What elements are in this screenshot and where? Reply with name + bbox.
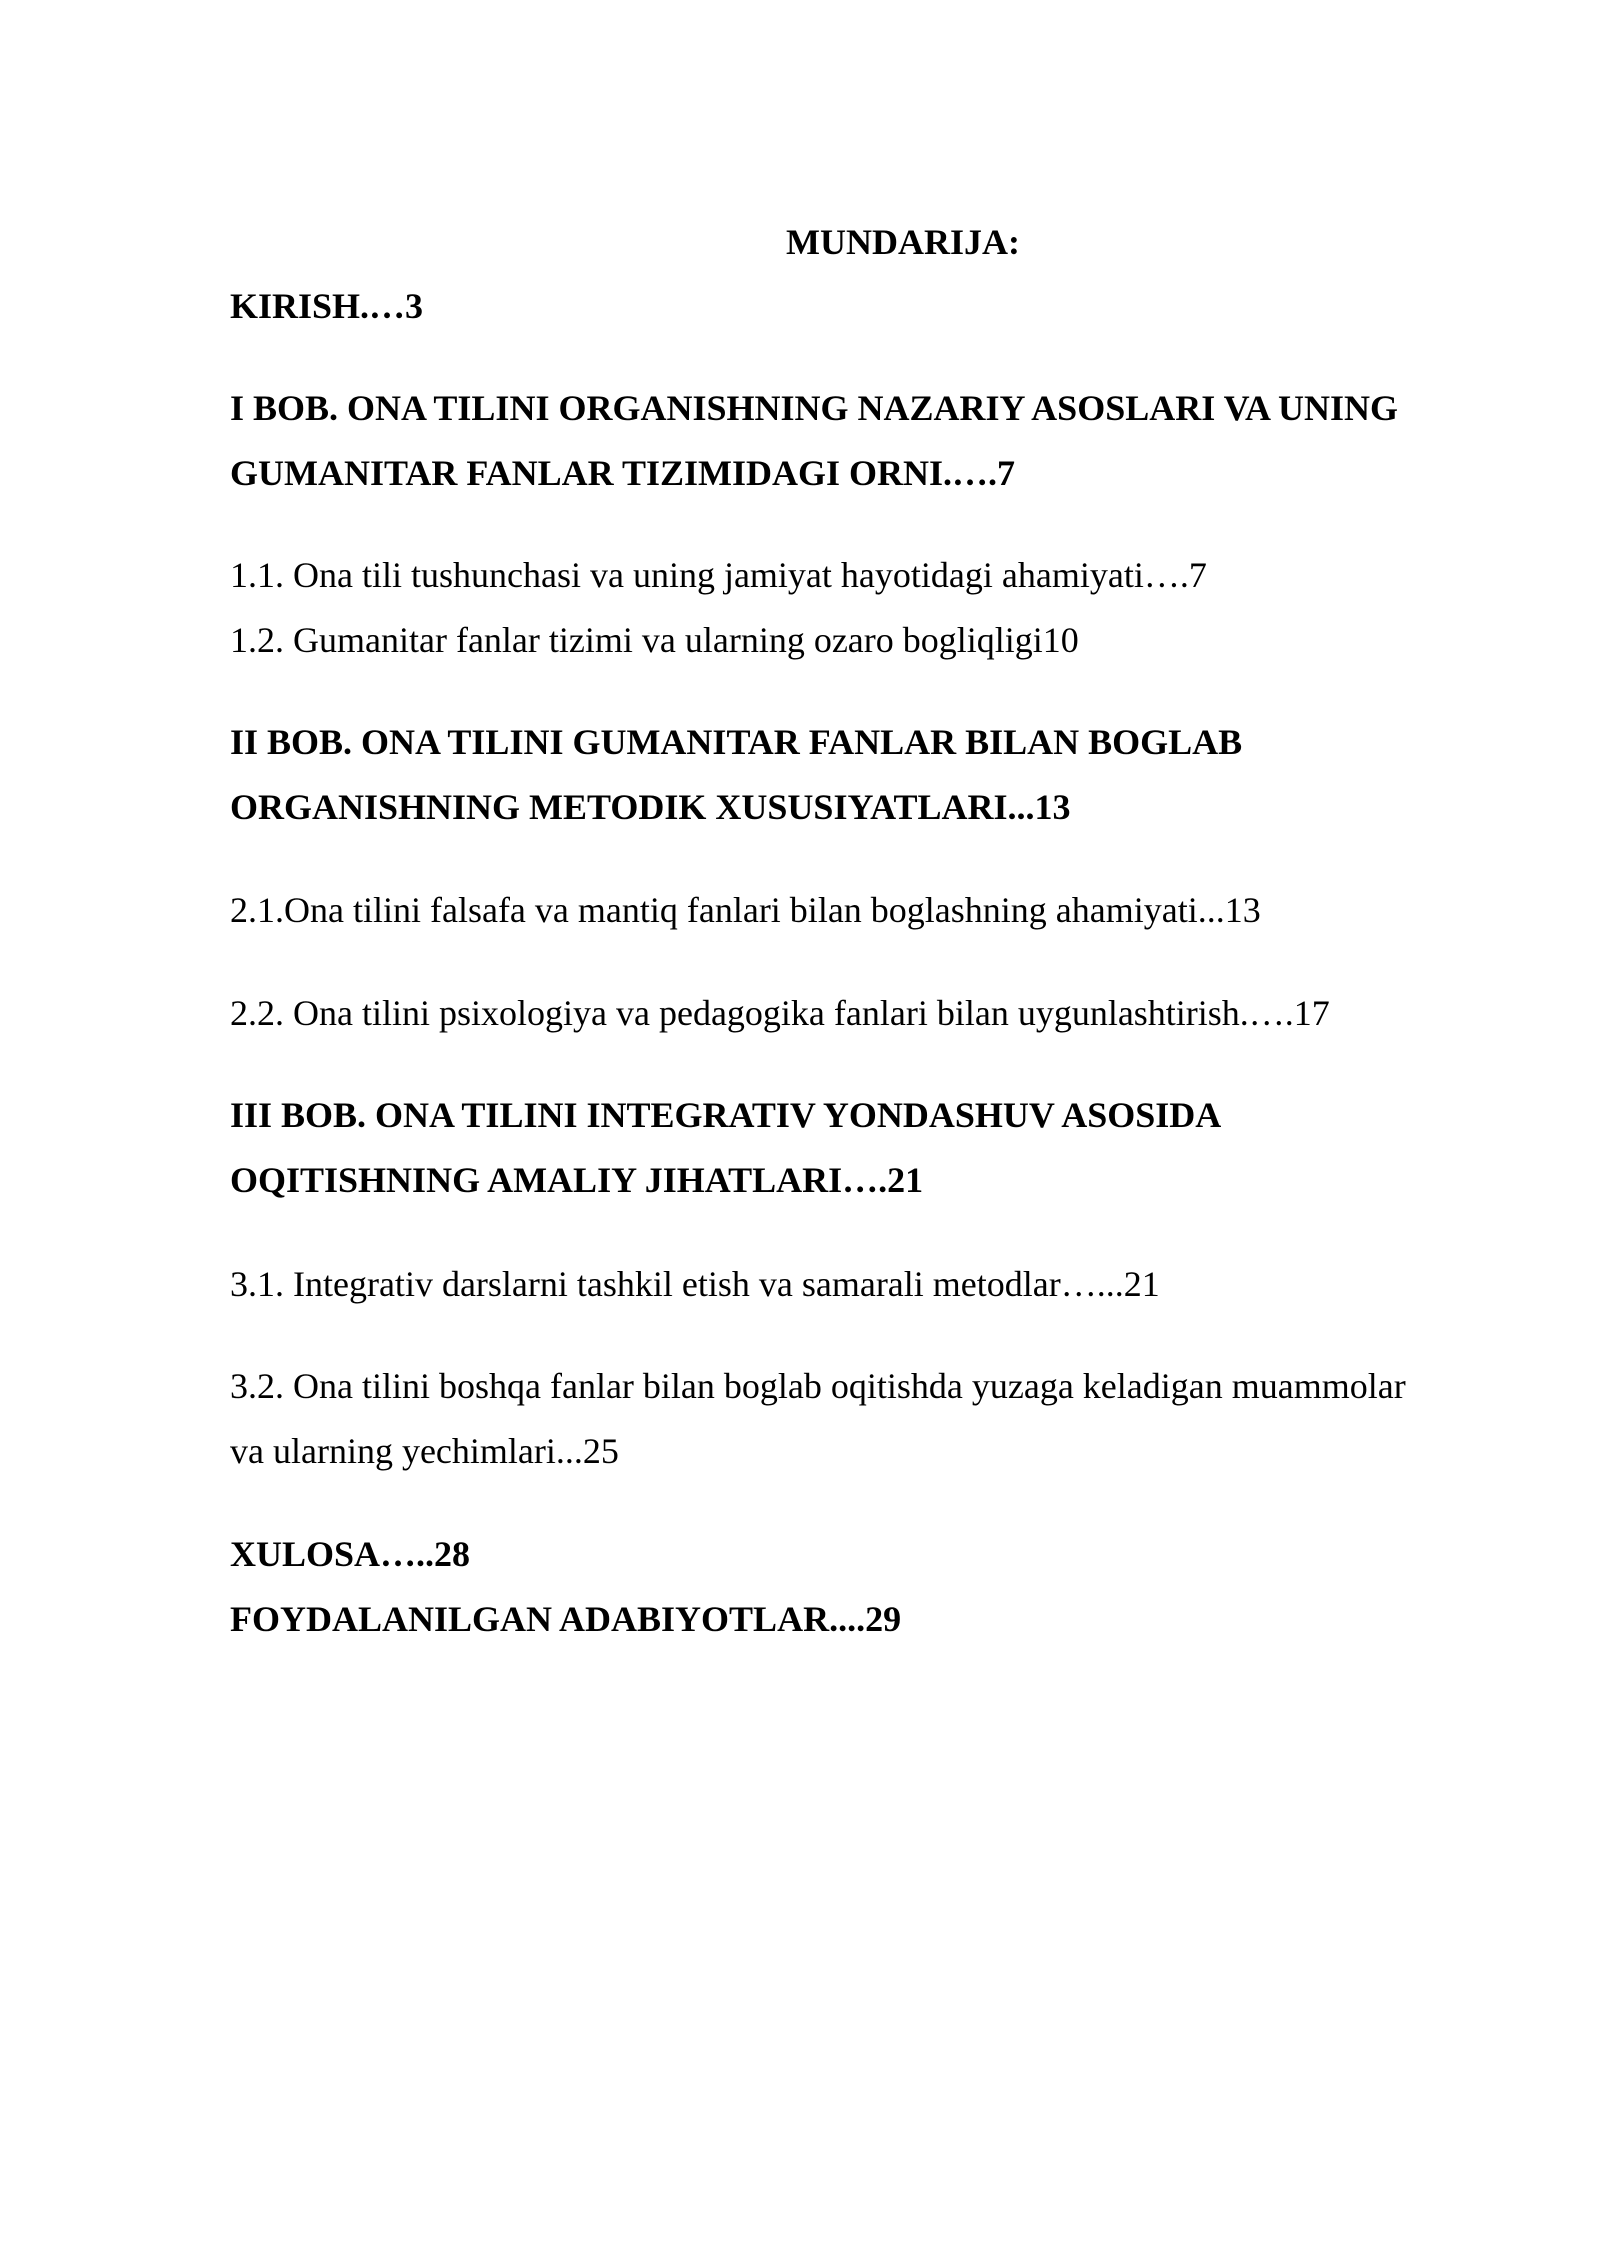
toc-chapter-2-line-2: ORGANISHNING METODIK XUSUSIYATLARI...13 [230,787,1071,827]
toc-entry-references: FOYDALANILGAN ADABIYOTLAR....29 [230,1599,902,1639]
toc-section-3-1: 3.1. Integrativ darslarni tashkil etish va samarali metodlar…...21 [230,1264,1160,1304]
toc-section-3-2-line-1: 3.2. Ona tilini boshqa fanlar bilan boglab oqitishda yuzaga keladigan muammolar [230,1366,1406,1406]
toc-chapter-1-line-2: GUMANITAR FANLAR TIZIMIDAGI ORNI.….7 [230,453,1016,493]
toc-chapter-2-line-1: II BOB. ONA TILINI GUMANITAR FANLAR BILAN BOGLAB [230,722,1243,762]
toc-entry-xulosa: XULOSA…..28 [230,1534,471,1574]
toc-entry-kirish: KIRISH.…3 [230,286,424,326]
toc-section-1-2: 1.2. Gumanitar fanlar tizimi va ularning ozaro bogliqligi10 [230,620,1079,660]
toc-chapter-3-line-2: OQITISHNING AMALIY JIHATLARI….21 [230,1160,924,1200]
toc-chapter-3-line-1: III BOB. ONA TILINI INTEGRATIV YONDASHUV ASOSIDA [230,1095,1222,1135]
toc-section-2-2: 2.2. Ona tilini psixologiya va pedagogika fanlari bilan uygunlashtirish.….17 [230,993,1330,1033]
toc-section-2-1: 2.1.Ona tilini falsafa va mantiq fanlari bilan boglashning ahamiyati...13 [230,890,1261,930]
toc-section-1-1: 1.1. Ona tili tushunchasi va uning jamiyat hayotidagi ahamiyati….7 [230,555,1207,595]
page-title: MUNDARIJA: [786,222,1020,262]
toc-section-3-2-line-2: va ularning yechimlari...25 [230,1431,619,1471]
toc-chapter-1-line-1: I BOB. ONA TILINI ORGANISHNING NAZARIY ASOSLARI VA UNING [230,388,1398,428]
